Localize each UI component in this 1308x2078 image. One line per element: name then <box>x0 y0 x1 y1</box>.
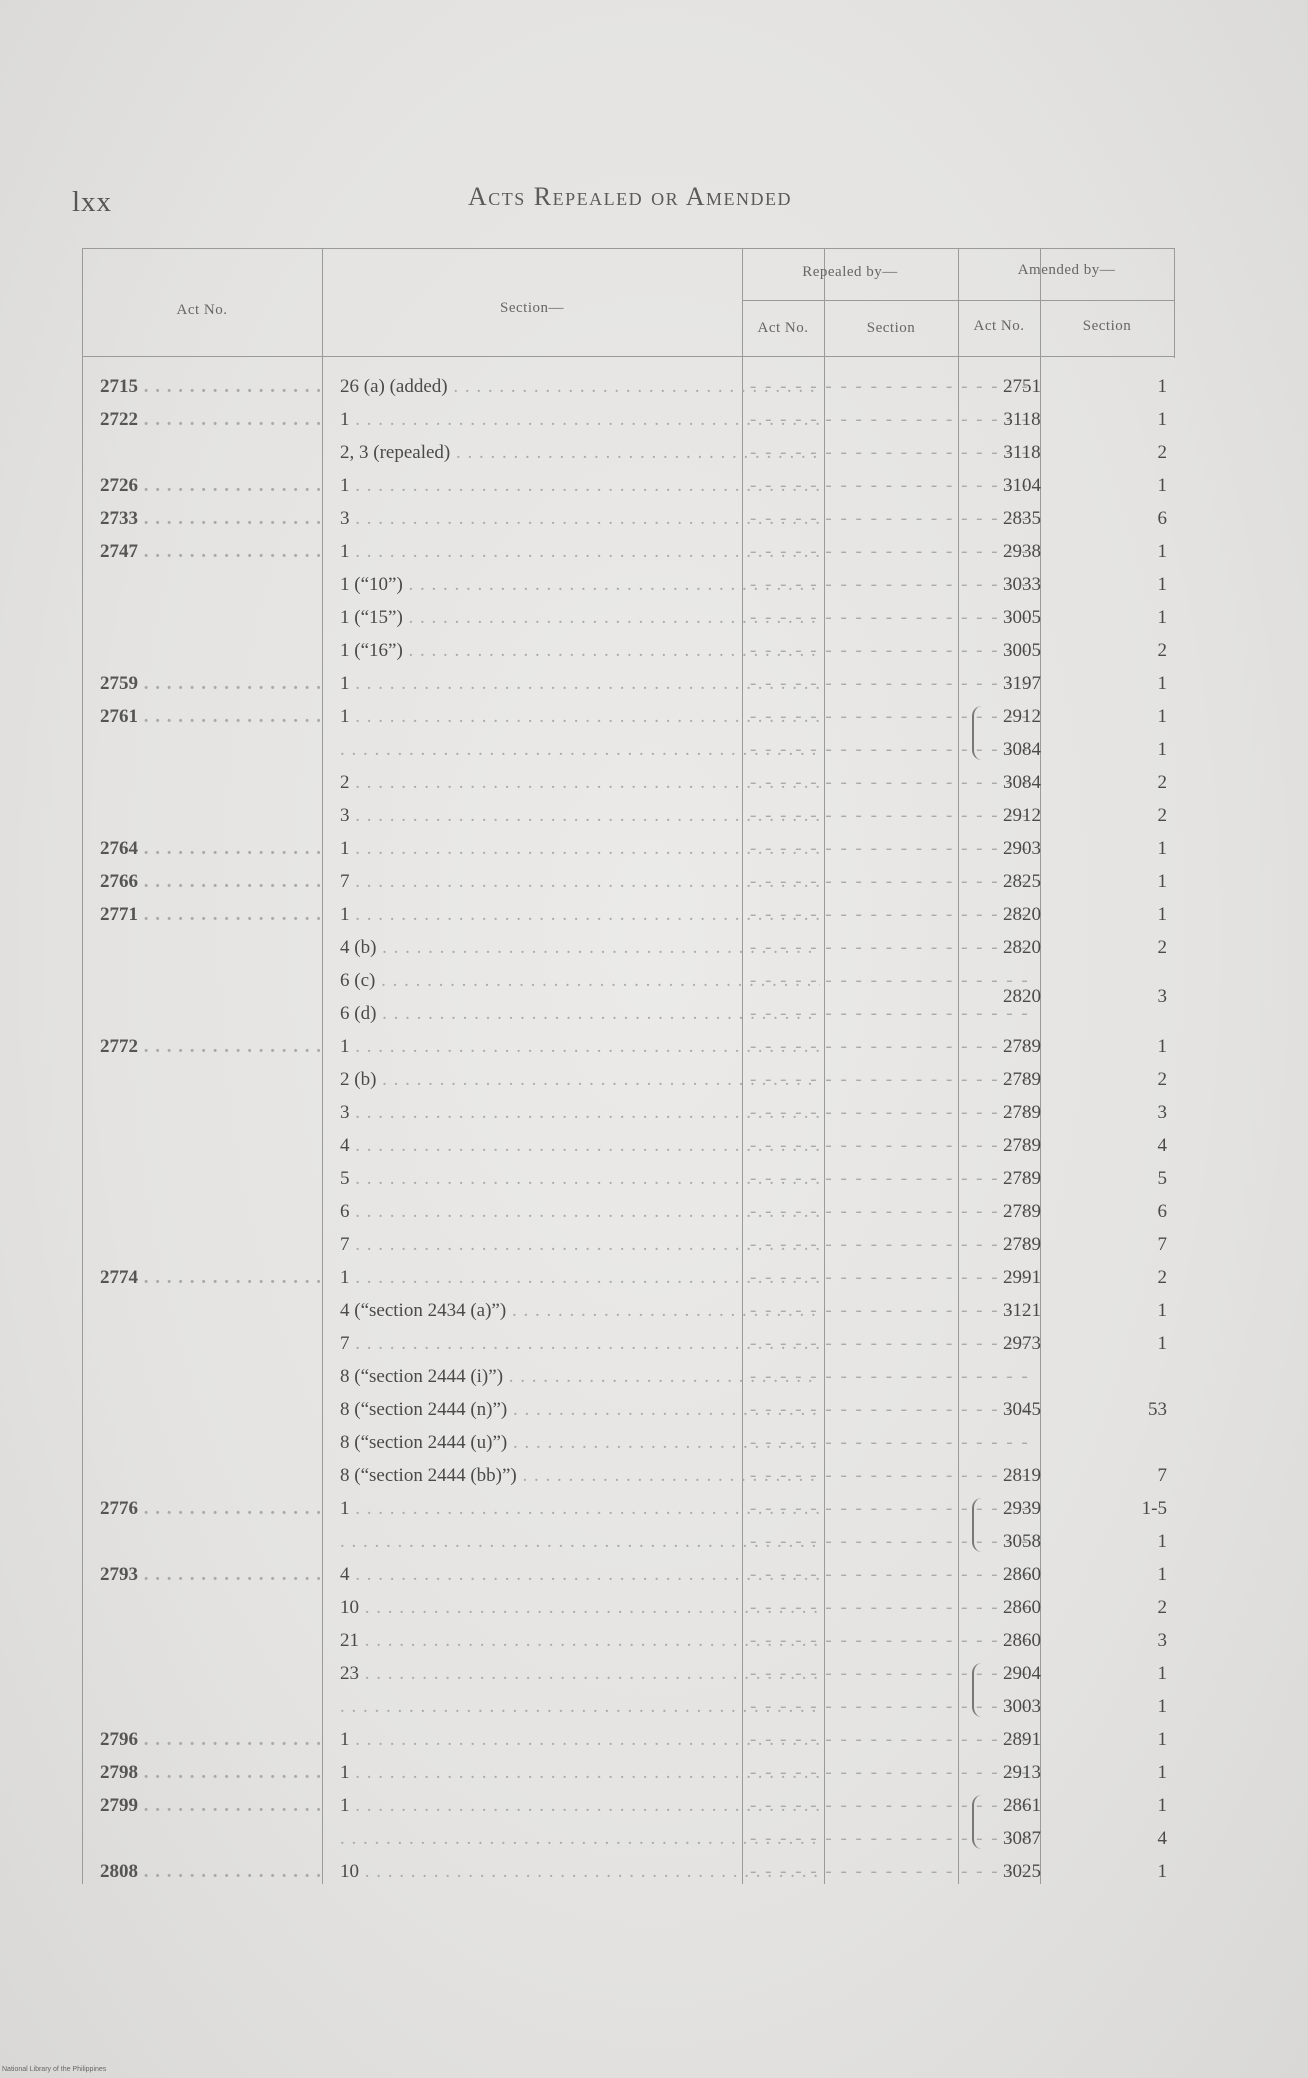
section-cell: 1 . . . <box>340 403 820 436</box>
section-cell: 1 . . . <box>340 1789 820 1822</box>
amended-section-cell: 5 <box>1157 1168 1167 1189</box>
amended-section-cell: 4 <box>1157 1828 1167 1849</box>
act-number-cell: 2759 . . . <box>100 667 322 700</box>
table-row <box>82 1822 1175 1855</box>
section-cell: 10 . . . <box>340 1855 820 1888</box>
amended-act-cell: 2789 <box>1003 1168 1041 1189</box>
table-row <box>82 634 1175 667</box>
act-number-cell <box>100 1327 322 1360</box>
section-cell: 6 . . . <box>340 1195 820 1228</box>
amended-section-cell: 1-5 <box>1141 1498 1167 1519</box>
section-cell: 1 . . . <box>340 898 820 931</box>
act-number-cell <box>100 1657 322 1690</box>
act-number-cell: 2774 . . . <box>100 1261 322 1294</box>
section-cell: 3 . . . <box>340 799 820 832</box>
act-number-cell: 2726 . . . <box>100 469 322 502</box>
section-cell: 10 . . . <box>340 1591 820 1624</box>
table-row <box>82 1855 1175 1888</box>
act-number-cell <box>100 931 322 964</box>
amended-act-cell: 2819 <box>1003 1465 1041 1486</box>
amended-act-cell: 2860 <box>1003 1597 1041 1618</box>
amended-section-cell: 1 <box>1157 376 1167 397</box>
brace-mark <box>972 1663 984 1717</box>
act-number-cell <box>100 766 322 799</box>
amended-act-cell: 2938 <box>1003 541 1041 562</box>
section-cell: 1 . . . <box>340 1261 820 1294</box>
table-row <box>82 1096 1175 1129</box>
amended-act-cell: 2789 <box>1003 1069 1041 1090</box>
section-cell: 1 . . . <box>340 667 820 700</box>
amended-act-cell: 2789 <box>1003 1036 1041 1057</box>
act-number-cell <box>100 799 322 832</box>
table-row <box>82 733 1175 766</box>
amended-act-cell: 3118 <box>1003 442 1041 463</box>
amended-section-cell: 1 <box>1157 904 1167 925</box>
amended-act-cell: 2860 <box>1003 1564 1041 1585</box>
table-row <box>82 799 1175 832</box>
header-repealed-by: Repealed by— <box>802 264 898 280</box>
act-number-cell <box>100 634 322 667</box>
act-number-cell: 2771 . . . <box>100 898 322 931</box>
act-number-cell <box>100 1063 322 1096</box>
section-cell: 1 . . . <box>340 1756 820 1789</box>
amended-act-cell: 2913 <box>1003 1762 1041 1783</box>
amended-act-cell: 3087 <box>1003 1828 1041 1849</box>
table-row <box>82 535 1175 568</box>
amended-section-cell: 6 <box>1157 1201 1167 1222</box>
section-cell: 1 (“15”) . . . <box>340 601 820 634</box>
amended-section-cell: 1 <box>1157 1333 1167 1354</box>
table-row <box>82 700 1175 733</box>
footer-credit: National Library of the Philippines <box>2 2066 107 2073</box>
grouped-amendment <box>82 1360 1175 1459</box>
section-cell <box>340 1822 820 1855</box>
amended-section-cell: 1 <box>1157 1531 1167 1552</box>
brace-mark <box>972 1498 984 1552</box>
act-number-cell: 2776 . . . <box>100 1492 322 1525</box>
amended-act-cell: 3005 <box>1003 607 1041 628</box>
running-head: Acts Repealed or Amended <box>468 182 792 211</box>
section-cell: 1 . . . <box>340 1723 820 1756</box>
section-cell: 6 (d) . . . <box>340 997 820 1030</box>
table-row <box>82 1228 1175 1261</box>
amended-section-cell: 1 <box>1157 574 1167 595</box>
amended-section-cell: 7 <box>1157 1465 1167 1486</box>
amended-section-cell: 1 <box>1157 1762 1167 1783</box>
grouped-amended-act-cell: 2820 <box>1003 986 1041 1007</box>
section-cell: 1 (“16”) . . . <box>340 634 820 667</box>
amended-section-cell: 1 <box>1157 739 1167 760</box>
section-cell: 23 . . . <box>340 1657 820 1690</box>
amended-section-cell: 7 <box>1157 1234 1167 1255</box>
table-row <box>82 436 1175 469</box>
section-cell: 4 (“section 2434 (a)”) . . . <box>340 1294 820 1327</box>
amended-act-cell: 2904 <box>1003 1663 1041 1684</box>
amended-section-cell: 2 <box>1157 442 1167 463</box>
amended-section-cell: 1 <box>1157 871 1167 892</box>
amended-section-cell: 1 <box>1157 607 1167 628</box>
act-number-cell <box>100 1690 322 1723</box>
section-cell: 2 . . . <box>340 766 820 799</box>
act-number-cell: 2761 . . . <box>100 700 322 733</box>
amended-act-cell: 3197 <box>1003 673 1041 694</box>
table-row <box>82 1030 1175 1063</box>
amended-section-cell: 3 <box>1157 1102 1167 1123</box>
header-top-rule <box>82 248 1175 249</box>
section-cell: 1 . . . <box>340 1030 820 1063</box>
section-cell: 4 . . . <box>340 1129 820 1162</box>
amended-act-cell: 2991 <box>1003 1267 1041 1288</box>
section-cell: 8 (“section 2444 (bb)”) . . . <box>340 1459 820 1492</box>
table-row <box>82 898 1175 931</box>
act-number-cell <box>100 1129 322 1162</box>
section-cell: 26 (a) (added) . . . <box>340 370 820 403</box>
act-number-cell: 2766 . . . <box>100 865 322 898</box>
brace-mark <box>972 706 984 760</box>
amended-section-cell: 2 <box>1157 772 1167 793</box>
table-row <box>82 1195 1175 1228</box>
table-row <box>82 1459 1175 1492</box>
grouped-amended-section-cell: 3 <box>1157 986 1167 1007</box>
table-row <box>82 403 1175 436</box>
section-cell: 8 (“section 2444 (i)”) . . . <box>340 1360 820 1393</box>
act-number-cell: 2808 . . . <box>100 1855 322 1888</box>
section-cell <box>340 1525 820 1558</box>
section-cell: 21 . . . <box>340 1624 820 1657</box>
section-cell <box>340 1690 820 1723</box>
act-number-cell <box>100 1822 322 1855</box>
act-number-cell <box>100 436 322 469</box>
amended-section-cell: 1 <box>1157 1564 1167 1585</box>
table-row <box>82 568 1175 601</box>
amended-section-cell: 4 <box>1157 1135 1167 1156</box>
act-number-cell: 2764 . . . <box>100 832 322 865</box>
act-number-cell <box>100 601 322 634</box>
amended-act-cell: 2789 <box>1003 1234 1041 1255</box>
act-number-cell: 2793 . . . <box>100 1558 322 1591</box>
section-cell: 1 . . . <box>340 1492 820 1525</box>
amended-section-cell: 1 <box>1157 1795 1167 1816</box>
table-row <box>82 1690 1175 1723</box>
amended-act-cell: 2903 <box>1003 838 1041 859</box>
amended-act-cell: 2789 <box>1003 1135 1041 1156</box>
table-row <box>82 865 1175 898</box>
section-cell: 1 . . . <box>340 832 820 865</box>
amended-section-cell: 2 <box>1157 1267 1167 1288</box>
section-cell: 1 . . . <box>340 469 820 502</box>
table-row <box>82 502 1175 535</box>
header-bottom-rule <box>82 356 1175 357</box>
section-cell <box>340 733 820 766</box>
table-row <box>82 1162 1175 1195</box>
amended-act-cell: 3121 <box>1003 1300 1041 1321</box>
amended-act-cell: 2939 <box>1003 1498 1041 1519</box>
section-cell: 1 (“10”) . . . <box>340 568 820 601</box>
amended-section-cell: 2 <box>1157 805 1167 826</box>
section-cell: 1 . . . <box>340 700 820 733</box>
section-cell: 6 (c) . . . <box>340 964 820 997</box>
header-repealed-act-no: Act No. <box>757 320 809 336</box>
section-cell: 4 (b) . . . <box>340 931 820 964</box>
amended-section-cell: 1 <box>1157 1861 1167 1882</box>
act-number-cell: 2722 . . . <box>100 403 322 436</box>
act-number-cell: 2796 . . . <box>100 1723 322 1756</box>
table-row <box>82 667 1175 700</box>
table-row <box>82 766 1175 799</box>
amended-section-cell: 1 <box>1157 1696 1167 1717</box>
table-row <box>82 1327 1175 1360</box>
act-number-cell: 2799 . . . <box>100 1789 322 1822</box>
section-cell: 7 . . . <box>340 1228 820 1261</box>
amended-section-cell: 1 <box>1157 1036 1167 1057</box>
header-amended-act-no: Act No. <box>973 318 1025 334</box>
amended-act-cell: 3003 <box>1003 1696 1041 1717</box>
section-cell: 1 . . . <box>340 535 820 568</box>
amended-section-cell: 1 <box>1157 1300 1167 1321</box>
amended-act-cell: 2891 <box>1003 1729 1041 1750</box>
amended-section-cell: 1 <box>1157 475 1167 496</box>
grouped-amended-section-cell: 53 <box>1148 1399 1167 1420</box>
page-number: lxx <box>72 186 113 218</box>
brace-mark <box>972 1795 984 1849</box>
table-row <box>82 1129 1175 1162</box>
amended-act-cell: 2820 <box>1003 904 1041 925</box>
amended-act-cell: 2789 <box>1003 1102 1041 1123</box>
amended-act-cell: 2912 <box>1003 706 1041 727</box>
amended-section-cell: 2 <box>1157 1069 1167 1090</box>
act-number-cell: 2772 . . . <box>100 1030 322 1063</box>
act-number-cell: 2798 . . . <box>100 1756 322 1789</box>
table-row <box>82 1294 1175 1327</box>
table-row <box>82 1492 1175 1525</box>
amended-act-cell: 2912 <box>1003 805 1041 826</box>
table-row <box>82 1591 1175 1624</box>
table-row <box>82 1063 1175 1096</box>
act-number-cell <box>100 1294 322 1327</box>
amended-act-cell: 3104 <box>1003 475 1041 496</box>
amended-section-cell: 2 <box>1157 640 1167 661</box>
table-row <box>82 1789 1175 1822</box>
act-number-cell <box>100 733 322 766</box>
table-row <box>82 1756 1175 1789</box>
amended-act-cell: 3084 <box>1003 739 1041 760</box>
section-cell: 4 . . . <box>340 1558 820 1591</box>
grouped-amendment <box>82 964 1175 1030</box>
header-section: Section— <box>500 300 564 316</box>
act-number-cell <box>100 1195 322 1228</box>
amended-act-cell: 2860 <box>1003 1630 1041 1651</box>
amended-section-cell: 1 <box>1157 1663 1167 1684</box>
act-number-cell <box>100 568 322 601</box>
table-row <box>82 1525 1175 1558</box>
table-row <box>82 1261 1175 1294</box>
act-number-cell: 2715 . . . <box>100 370 322 403</box>
acts-table <box>82 248 1175 1884</box>
amended-act-cell: 2751 <box>1003 376 1041 397</box>
amended-section-cell: 1 <box>1157 1729 1167 1750</box>
act-number-cell <box>100 1525 322 1558</box>
table-row <box>82 832 1175 865</box>
amended-act-cell: 3005 <box>1003 640 1041 661</box>
amended-section-cell: 1 <box>1157 706 1167 727</box>
act-number-cell <box>100 1096 322 1129</box>
amended-section-cell: 1 <box>1157 541 1167 562</box>
table-row <box>82 1624 1175 1657</box>
amended-section-cell: 2 <box>1157 1597 1167 1618</box>
act-number-cell <box>100 1228 322 1261</box>
section-cell: 7 . . . <box>340 865 820 898</box>
amended-section-cell: 1 <box>1157 409 1167 430</box>
amended-act-cell: 2825 <box>1003 871 1041 892</box>
header-repealed-section: Section <box>866 320 916 336</box>
amended-section-cell: 3 <box>1157 1630 1167 1651</box>
table-row <box>82 931 1175 964</box>
table-row <box>82 469 1175 502</box>
act-number-cell <box>100 1591 322 1624</box>
amended-act-cell: 3084 <box>1003 772 1041 793</box>
section-cell: 8 (“section 2444 (n)”) . . . <box>340 1393 820 1426</box>
table-row <box>82 370 1175 403</box>
table-row <box>82 601 1175 634</box>
amended-act-cell: 2835 <box>1003 508 1041 529</box>
section-cell: 2 (b) . . . <box>340 1063 820 1096</box>
header-amended-by: Amended by— <box>1017 262 1116 278</box>
table-row <box>82 1723 1175 1756</box>
table-row <box>82 1657 1175 1690</box>
act-number-cell <box>100 1459 322 1492</box>
act-number-cell <box>100 1162 322 1195</box>
section-cell: 2, 3 (repealed) . . . <box>340 436 820 469</box>
table-row <box>82 1558 1175 1591</box>
amended-act-cell: 3058 <box>1003 1531 1041 1552</box>
section-cell: 7 . . . <box>340 1327 820 1360</box>
amended-section-cell: 1 <box>1157 838 1167 859</box>
amended-act-cell: 2973 <box>1003 1333 1041 1354</box>
amended-act-cell: 3025 <box>1003 1861 1041 1882</box>
header-amended-section: Section <box>1082 318 1132 334</box>
amended-act-cell: 2820 <box>1003 937 1041 958</box>
act-number-cell: 2733 . . . <box>100 502 322 535</box>
header-mid-rule <box>742 300 1175 301</box>
section-cell: 3 . . . <box>340 502 820 535</box>
act-number-cell <box>100 1624 322 1657</box>
amended-act-cell: 2789 <box>1003 1201 1041 1222</box>
amended-section-cell: 2 <box>1157 937 1167 958</box>
act-number-cell: 2747 . . . <box>100 535 322 568</box>
amended-section-cell: 6 <box>1157 508 1167 529</box>
amended-act-cell: 3033 <box>1003 574 1041 595</box>
header-act-no: Act No. <box>176 302 228 318</box>
amended-act-cell: 2861 <box>1003 1795 1041 1816</box>
section-cell: 3 . . . <box>340 1096 820 1129</box>
grouped-amended-act-cell: 3045 <box>1003 1399 1041 1420</box>
section-cell: 8 (“section 2444 (u)”) . . . <box>340 1426 820 1459</box>
amended-act-cell: 3118 <box>1003 409 1041 430</box>
amended-section-cell: 1 <box>1157 673 1167 694</box>
section-cell: 5 . . . <box>340 1162 820 1195</box>
